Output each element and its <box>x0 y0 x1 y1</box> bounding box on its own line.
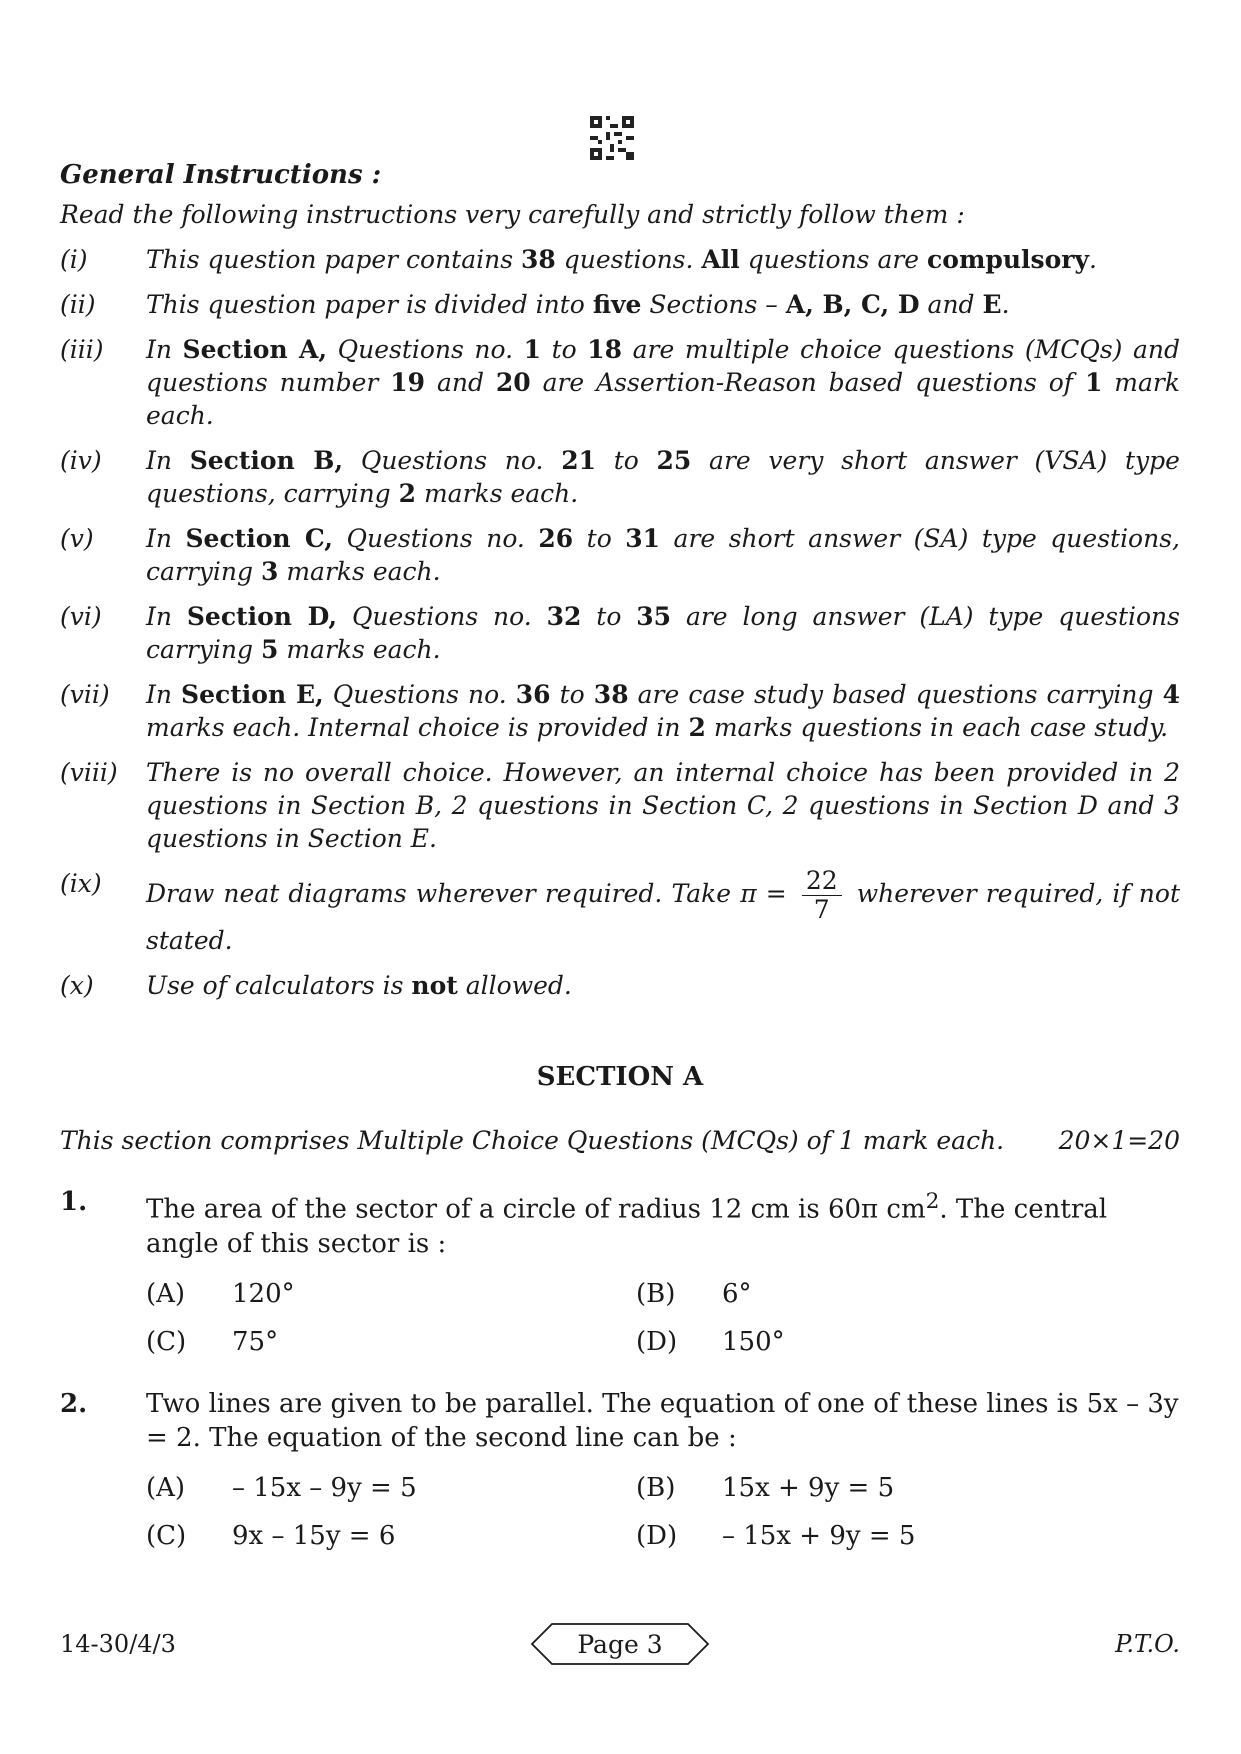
option-text: 15x + 9y = 5 <box>722 1472 895 1503</box>
instructions-list <box>60 243 1180 1002</box>
instruction-item <box>60 678 1180 744</box>
option-c <box>146 1521 636 1551</box>
instruction-text: In Section A, Questions no. 1 to 18 are multiple choice questions (MCQs) and questions number 19 and 20 are Assertion-Reason based questions of 1 mark each. <box>146 335 1180 430</box>
option-label: (B) <box>636 1472 676 1503</box>
option-label: (B) <box>636 1278 676 1309</box>
instruction-number: (ii) <box>60 290 96 319</box>
page-number-badge <box>530 1622 710 1666</box>
option-label: (A) <box>146 1472 186 1503</box>
instruction-number: (iv) <box>60 446 102 475</box>
option-label: (A) <box>146 1278 186 1309</box>
instruction-text: This question paper is divided into five Sections – A, B, C, D and E. <box>146 290 1010 319</box>
instruction-number: (x) <box>60 971 94 1000</box>
instruction-item <box>60 600 1180 666</box>
instruction-number: (iii) <box>60 335 104 364</box>
qr-code-icon <box>590 116 634 160</box>
pto-label: P.T.O. <box>1115 1630 1180 1658</box>
instruction-item <box>60 243 1180 276</box>
option-d <box>636 1327 1126 1357</box>
general-instructions-title: General Instructions : <box>60 160 382 190</box>
instruction-number: (v) <box>60 524 94 553</box>
option-b <box>636 1279 1126 1309</box>
section-a-marks: 20×1=20 <box>1058 1126 1180 1155</box>
question-number: 1. <box>60 1187 88 1217</box>
instruction-item <box>60 867 1180 957</box>
instruction-number: (vii) <box>60 680 110 709</box>
option-text: 75° <box>232 1326 279 1357</box>
question-text: Two lines are given to be parallel. The equation of one of these lines is 5x – 3y = 2. The equation of the second line can be : <box>146 1388 1179 1453</box>
instruction-number: (ix) <box>60 869 102 898</box>
paper-code: 14-30/4/3 <box>60 1630 176 1658</box>
option-label: (C) <box>146 1520 187 1551</box>
instruction-text: Draw neat diagrams wherever required. Take π = $\frac{22}{7}$ wherever required, if not stated. <box>146 866 1180 955</box>
option-text: 6° <box>722 1278 752 1309</box>
question-item <box>60 1387 1180 1455</box>
questions-list <box>60 1185 1180 1551</box>
page-footer <box>60 1622 1180 1666</box>
question-number: 2. <box>60 1388 88 1419</box>
section-a-intro <box>60 1126 1180 1155</box>
option-d <box>636 1521 1126 1551</box>
option-label: (C) <box>146 1326 187 1357</box>
option-text: – 15x + 9y = 5 <box>722 1520 916 1551</box>
question-options <box>146 1279 1180 1357</box>
instruction-text: There is no overall choice. However, an internal choice has been provided in 2 questions in Section B, 2 questions in Section C, 2 questions in Section D and 3 questions in Section E. <box>146 758 1180 853</box>
instruction-text: In Section C, Questions no. 26 to 31 are short answer (SA) type questions, carrying 3 marks each. <box>146 524 1180 586</box>
option-a <box>146 1473 636 1503</box>
instruction-number: (i) <box>60 245 88 274</box>
instruction-text: In Section E, Questions no. 36 to 38 are case study based questions carrying 4 marks each. Internal choice is provided in 2 marks questions in each case study. <box>146 680 1180 742</box>
option-label: (D) <box>636 1520 678 1551</box>
instruction-text: This question paper contains 38 questions. All questions are compulsory. <box>146 245 1097 274</box>
instruction-number: (viii) <box>60 758 118 787</box>
option-c <box>146 1327 636 1357</box>
section-a-intro-text: This section comprises Multiple Choice Questions (MCQs) of 1 mark each. <box>60 1126 1005 1155</box>
instruction-item <box>60 522 1180 588</box>
section-a-title: SECTION A <box>536 1062 704 1092</box>
instruction-text: In Section D, Questions no. 32 to 35 are long answer (LA) type questions carrying 5 marks each. <box>146 602 1180 664</box>
option-label: (D) <box>636 1326 678 1357</box>
page-number: Page 3 <box>577 1630 663 1659</box>
instruction-number: (vi) <box>60 602 102 631</box>
instruction-item <box>60 333 1180 432</box>
instruction-item <box>60 444 1180 510</box>
instruction-text: Use of calculators is not allowed. <box>146 971 572 1000</box>
instruction-text: In Section B, Questions no. 21 to 25 are very short answer (VSA) type questions, carrying 2 marks each. <box>146 446 1180 508</box>
option-text: 150° <box>722 1326 785 1357</box>
question-item <box>60 1185 1180 1261</box>
general-instructions-intro: Read the following instructions very carefully and strictly follow them : <box>60 200 965 229</box>
instruction-item <box>60 756 1180 855</box>
instruction-item <box>60 969 1180 1002</box>
option-a <box>146 1279 636 1309</box>
question-text: The area of the sector of a circle of radius 12 cm is 60π $cm^2$. The central angle of this sector is : <box>146 1189 1108 1259</box>
question-options <box>146 1473 1180 1551</box>
option-text: 120° <box>232 1278 295 1309</box>
document-page <box>60 160 1180 1581</box>
option-text: 9x – 15y = 6 <box>232 1520 396 1551</box>
option-b <box>636 1473 1126 1503</box>
option-text: – 15x – 9y = 5 <box>232 1472 417 1503</box>
instruction-item <box>60 288 1180 321</box>
